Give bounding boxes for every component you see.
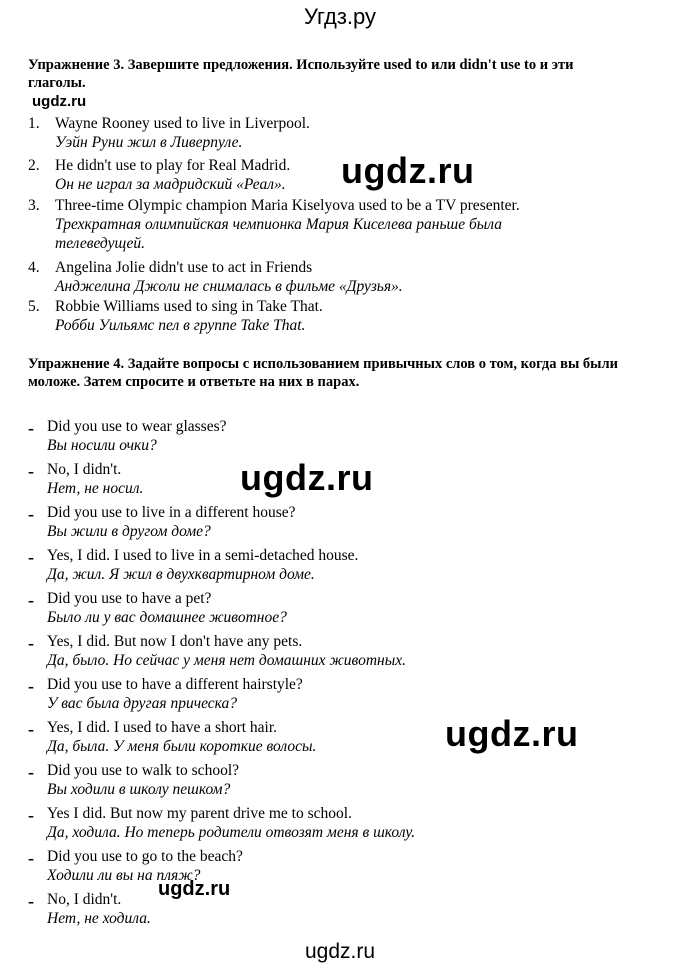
dash-bullet: - bbox=[28, 805, 34, 825]
ex3-item-4-english: Angelina Jolie didn't use to act in Friends bbox=[55, 259, 313, 276]
ex3-item-3-number: 3. bbox=[28, 197, 40, 214]
ex3-item-5-english: Robbie Williams used to sing in Take That. bbox=[55, 298, 323, 315]
ex3-item-3-english: Three-time Olympic champion Maria Kiselyova used to be a TV presenter. bbox=[55, 197, 520, 214]
dash-bullet: - bbox=[28, 762, 34, 782]
dash-bullet: - bbox=[28, 590, 34, 610]
dash-bullet: - bbox=[28, 891, 34, 911]
dash-bullet: - bbox=[28, 633, 34, 653]
ex4-line-9-english: Did you use to walk to school? bbox=[47, 762, 240, 779]
ex4-line-5-english: Did you use to have a pet? bbox=[47, 590, 212, 607]
ex3-item-1-english: Wayne Rooney used to live in Liverpool. bbox=[55, 115, 310, 132]
ex4-line-7-russian: У вас была другая прическа? bbox=[47, 695, 238, 712]
ex3-item-5-number: 5. bbox=[28, 298, 40, 315]
ex4-line-12-russian: Нет, не ходила. bbox=[47, 910, 151, 927]
ex4-line-9-russian: Вы ходили в школу пешком? bbox=[47, 781, 231, 798]
ex4-line-2-english: No, I didn't. bbox=[47, 461, 122, 478]
watermark-ugdz: ugdz.ru bbox=[240, 457, 374, 498]
ex3-item-1-number: 1. bbox=[28, 115, 40, 132]
ex4-line-8-russian: Да, была. У меня были короткие волосы. bbox=[47, 738, 317, 755]
site-title: Угдз.ру bbox=[303, 4, 377, 29]
ex4-line-11-english: Did you use to go to the beach? bbox=[47, 848, 243, 865]
ex3-item-5-russian: Робби Уильямс пел в группе Take That. bbox=[55, 317, 306, 334]
dash-bullet: - bbox=[28, 547, 34, 567]
ex4-line-10-english: Yes I did. But now my parent drive me to school. bbox=[47, 805, 352, 822]
ex4-line-2-russian: Нет, не носил. bbox=[47, 480, 144, 497]
ex4-line-1-russian: Вы носили очки? bbox=[47, 437, 157, 454]
ex3-item-2-russian: Он не играл за мадридский «Реал». bbox=[55, 176, 286, 193]
ex3-item-3-russian: Трехкратная олимпийская чемпионка Мария Киселева раньше была bbox=[55, 216, 502, 233]
watermark-ugdz: ugdz.ru bbox=[341, 150, 475, 191]
dash-bullet: - bbox=[28, 461, 34, 481]
ex4-line-5-russian: Было ли у вас домашнее животное? bbox=[47, 609, 287, 626]
ex4-line-7-english: Did you use to have a different hairstyle? bbox=[47, 676, 303, 693]
ex3-item-1-russian: Уэйн Руни жил в Ливерпуле. bbox=[55, 134, 243, 151]
ex4-line-4-english: Yes, I did. I used to live in a semi-detached house. bbox=[47, 547, 359, 564]
ex4-line-6-russian: Да, было. Но сейчас у меня нет домашних животных. bbox=[47, 652, 406, 669]
ex3-item-4-russian: Анджелина Джоли не снималась в фильме «Друзья». bbox=[55, 278, 403, 295]
dash-bullet: - bbox=[28, 676, 34, 696]
exercise-3-heading: Упражнение 3. Завершите предложения. Используйте used to или didn't use to и эти глаголы. bbox=[28, 57, 574, 91]
ex4-line-12-english: No, I didn't. bbox=[47, 891, 122, 908]
ex3-item-4-number: 4. bbox=[28, 259, 40, 276]
dash-bullet: - bbox=[28, 418, 34, 438]
ex4-line-11-russian: Ходили ли вы на пляж? bbox=[47, 867, 201, 884]
ex4-line-4-russian: Да, жил. Я жил в двухквартирном доме. bbox=[47, 566, 315, 583]
ex4-line-3-russian: Вы жили в другом доме? bbox=[47, 523, 211, 540]
ex4-line-10-russian: Да, ходила. Но теперь родители отвозят меня в школу. bbox=[47, 824, 416, 841]
ex3-item-2-english: He didn't use to play for Real Madrid. bbox=[55, 157, 291, 174]
ex3-item-3-russian-cont: телеведущей. bbox=[55, 235, 146, 252]
dash-bullet: - bbox=[28, 848, 34, 868]
ex3-item-2-number: 2. bbox=[28, 157, 40, 174]
ex4-line-6-english: Yes, I did. But now I don't have any pets. bbox=[47, 633, 303, 650]
dash-bullet: - bbox=[28, 504, 34, 524]
ex4-line-1-english: Did you use to wear glasses? bbox=[47, 418, 227, 435]
exercise-4-heading: Упражнение 4. Задайте вопросы с использованием привычных слов о том, когда вы были моложе. Затем спросите и ответьте на них в парах. bbox=[28, 356, 618, 390]
footer-site-name: ugdz.ru bbox=[304, 940, 376, 963]
ex4-line-8-english: Yes, I did. I used to have a short hair. bbox=[47, 719, 278, 736]
watermark-ugdz: ugdz.ru bbox=[445, 713, 579, 754]
ex4-line-3-english: Did you use to live in a different house? bbox=[47, 504, 296, 521]
dash-bullet: - bbox=[28, 719, 34, 739]
watermark-small: ugdz.ru bbox=[32, 93, 87, 110]
watermark-ugdz-small: ugdz.ru bbox=[158, 878, 231, 900]
